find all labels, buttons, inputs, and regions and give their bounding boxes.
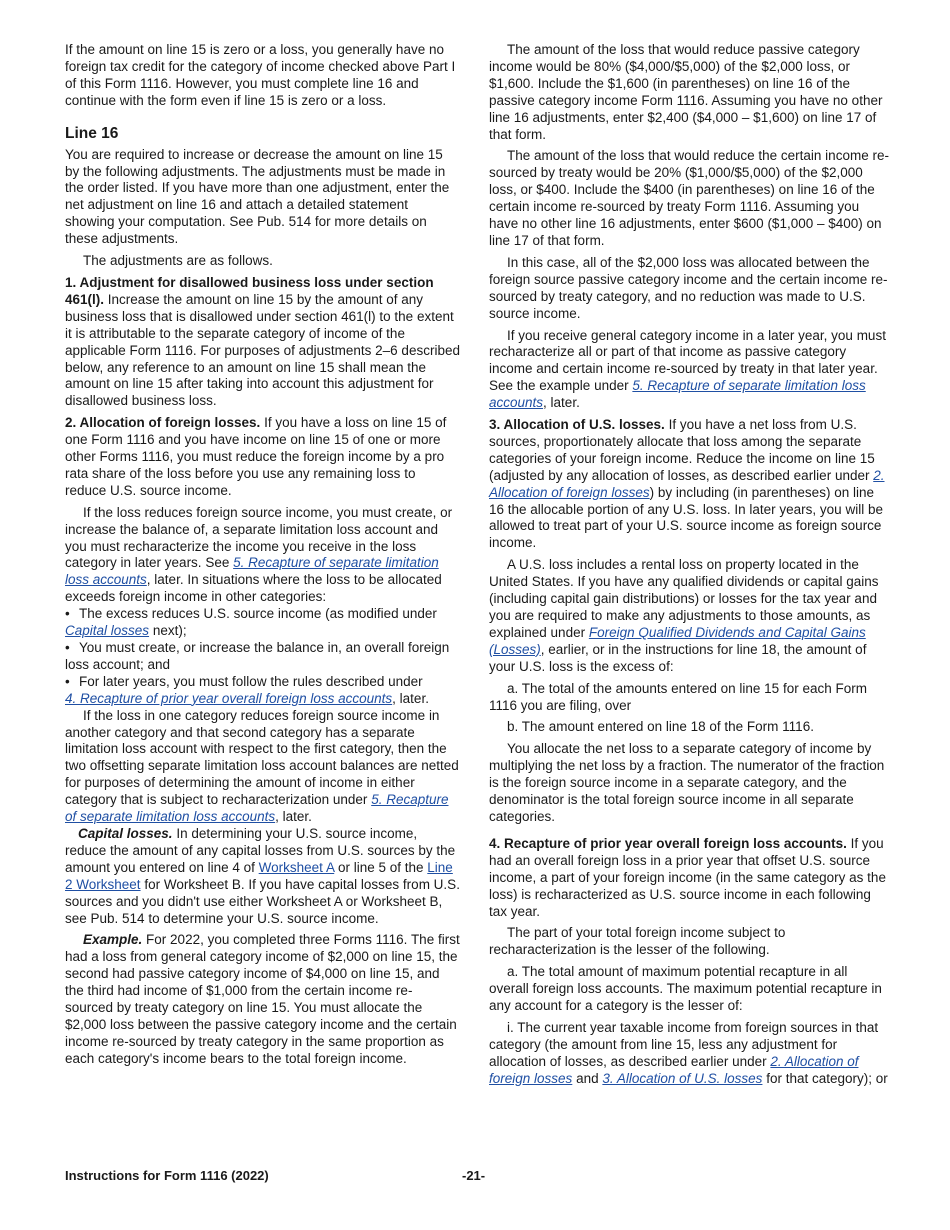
case-paragraph: In this case, all of the $2,000 loss was allocated between the foreign source passive category income and the certain income re-sourced by treaty category, and no reduction was made to U.S. source income.	[489, 254, 888, 321]
general-income-text-end: , later.	[543, 395, 580, 411]
recapture-separate-link[interactable]: 5. Recapture of separate limitation loss accounts	[65, 555, 439, 588]
one-category-text: If the loss in one category reduces foreign source income in another category and that second category has a separate limitation loss account with respect to the first category, then the two offsetting separate limitation loss account balances are netted for purposes of determining the amount of income in either category that is subject to recharacterization under	[65, 707, 459, 808]
one-category-text-end: , later.	[275, 809, 312, 825]
bullet-1-text-end: next);	[152, 623, 187, 639]
allocate-paragraph: You allocate the net loss to a separate category of income by multiplying the net loss by a fraction. The numerator of the fraction is the foreign source income in a separate category, and the denominator is the total foreign source income in all separate categories.	[489, 741, 885, 824]
adjustment-1	[65, 275, 460, 410]
capital-losses-link[interactable]: Capital losses	[65, 623, 150, 639]
foreign-qualified-dividends-link[interactable]: Foreign Qualified Dividends and Capital Gains (Losses)	[489, 624, 866, 657]
recapture-separate-link-2[interactable]: 5. Recapture of separate limitation loss accounts	[65, 792, 449, 825]
right-column	[489, 42, 889, 1093]
capital-losses-text: In determining your U.S. source income, reduce the amount of any capital losses from U.S. sources by the amount you entered on line 4 of	[65, 825, 456, 875]
passive-loss-paragraph: The amount of the loss that would reduce passive category income would be 80% ($4,000/$5,000) of the $2,000 loss, or $1,600. Include the $1,600 (in parentheses) on line 16 of the passive category income Form 1116. Assuming you have no other line 16 adjustments, enter $2,400 ($4,000 – $1,600) on line 17 of that form.	[489, 42, 883, 142]
capital-losses-heading: Capital losses.	[78, 825, 173, 841]
left-column	[65, 42, 460, 1073]
bullet-3-text: For later years, you must follow the rules described under	[79, 673, 423, 689]
item-b: b. The amount entered on line 18 of the Form 1116.	[507, 719, 814, 735]
bullet-item	[65, 606, 460, 640]
recapture-prior-link[interactable]: 4. Recapture of prior year overall foreign loss accounts	[65, 690, 393, 706]
page-number: -21-	[462, 1168, 486, 1183]
adjustment-1-body: Increase the amount on line 15 by the amount of any business loss that is disallowed under section 461(l) to the extent it is attributable to the separate category of income of the applicable Form 1116. For purposes of adjustments 2–6 described below, any reference to an amount on line 15 shall mean the amount on line 15 after taking into account this adjustment for disallowed business loss.	[65, 291, 460, 409]
general-income-text: If you receive general category income in a later year, you must recharacterize all or part of that income as passive category income and certain income re-sourced by treaty in that later year. See the example under	[489, 327, 886, 394]
loss-reduces-text-end: , later. In situations where the loss to be allocated exceeds foreign income in other categories:	[65, 572, 442, 605]
us-loss-paragraph	[489, 557, 889, 675]
bullet-item	[65, 674, 460, 691]
item-a: a. The total of the amounts entered on line 15 for each Form 1116 you are filing, over	[489, 680, 867, 713]
us-loss-text: A U.S. loss includes a rental loss on property located in the United States. If you have any qualified dividends or capital gains (including capital gain distributions) or losses for the tax year and you are required to make any adjustments to those amounts, as explained under	[489, 557, 879, 640]
adjustment-2	[65, 415, 460, 500]
adjustment-3-text: If you have a net loss from U.S. sources, proportionately allocate that loss among the separate categories of your foreign income. Reduce the income on line 15 (adjusted by any allocation of losses, as described earlier under	[489, 417, 875, 483]
part-paragraph: The part of your total foreign income subject to recharacterization is the lesser of the following.	[489, 925, 786, 958]
required-paragraph: You are required to increase or decrease the amount on line 15 by the following adjustments. The adjustments must be made in the order listed. If you have more than one adjustment, enter the net adjustment on line 16 and attach a detailed statement showing your computation. See Pub. 514 for more details on these adjustments.	[65, 146, 450, 247]
adjustment-4	[489, 836, 889, 921]
bullet-2-text: You must create, or increase the balance in, an overall foreign loss account; and	[65, 640, 450, 672]
adjustment-1-heading: 1. Adjustment for disallowed business loss under section 461(l).	[65, 274, 434, 307]
adjustment-3-heading: 3. Allocation of U.S. losses.	[489, 417, 665, 433]
page-footer	[65, 1168, 889, 1185]
us-loss-text-end: , earlier, or in the instructions for line 18, the amount of your U.S. loss is the excess of:	[489, 641, 867, 674]
allocation-foreign-losses-link[interactable]: 2. Allocation of foreign losses	[489, 467, 885, 500]
intro-paragraph: If the amount on line 15 is zero or a loss, you generally have no foreign tax credit for the category of income checked above Part I of this Form 1116. However, you must complete line 16 and continue with the form even if line 15 is zero or a loss.	[65, 42, 456, 108]
bullet-dot: •	[65, 673, 70, 689]
capital-losses-text-2: or line 5 of the	[337, 859, 424, 875]
form-title: Instructions for Form 1116 (2022)	[65, 1168, 269, 1183]
allocation-foreign-losses-link-2[interactable]: 2. Allocation of foreign losses	[489, 1053, 859, 1086]
item-total-recapture: a. The total amount of maximum potential recapture in all overall foreign loss accounts. The maximum potential recapture in any account for a category is the lesser of:	[489, 964, 882, 1014]
bullet-dot: •	[65, 606, 70, 622]
adjustment-2-body: If you have a loss on line 15 of one Form 1116 and you have income on line 15 of one or more other Forms 1116, you must reduce the foreign income by a pro rata share of the loss before you use any remaining loss to reduce U.S. source income.	[65, 415, 447, 498]
capital-losses-paragraph	[65, 826, 460, 927]
adjustment-4-heading: 4. Recapture of prior year overall foreign loss accounts.	[489, 835, 847, 851]
item-i-and: and	[576, 1070, 599, 1086]
loss-reduces-paragraph	[65, 505, 460, 606]
adjustments-intro: The adjustments are as follows.	[83, 253, 273, 269]
bullet-3-text-end: , later.	[392, 690, 429, 706]
item-i-text-end: for that category); or	[766, 1070, 888, 1086]
worksheet-a-link[interactable]: Worksheet A	[258, 859, 335, 875]
example-heading: Example.	[83, 932, 143, 948]
adjustment-3	[489, 417, 889, 552]
loss-reduces-text: If the loss reduces foreign source income, you must create, or increase the balance of, a separate limitation loss account and you must recharacterize the income you receive in the loss category in later years. See	[65, 504, 453, 571]
bullet-item	[65, 640, 460, 674]
one-category-paragraph	[65, 708, 460, 826]
bullet-dot: •	[65, 640, 70, 655]
line2-worksheet-link[interactable]: Line 2 Worksheet	[65, 859, 453, 892]
recapture-separate-link-3[interactable]: 5. Recapture of separate limitation loss accounts	[489, 378, 866, 411]
line16-heading: Line 16	[65, 124, 119, 142]
example-paragraph	[65, 932, 460, 1067]
item-i-text: i. The current year taxable income from foreign sources in that category (the amount from line 15, less any adjustment for allocation of losses, as described earlier under	[489, 1019, 879, 1069]
adjustment-3-text-end: ) by including (in parentheses) on line 16 the allocable portion of any U.S. loss. In later years, you will be allowed to treat part of your U.S. source income as foreign source income.	[489, 484, 883, 551]
adjustment-4-body: If you had an overall foreign loss in a prior year that offset U.S. source income, a part of your foreign income (in the same category as the loss) is recharacterized as U.S. source income in each following tax year.	[489, 835, 886, 919]
bullet-1-text: The excess reduces U.S. source income (as modified under	[79, 606, 437, 622]
capital-losses-text-3: for Worksheet B. If you have capital losses from U.S. sources and you didn't use either Worksheet A or Worksheet B, see Pub. 514 to determine your U.S. source income.	[65, 876, 460, 926]
adjustment-2-heading: 2. Allocation of foreign losses.	[65, 415, 261, 431]
item-i	[489, 1020, 889, 1088]
allocation-us-losses-link[interactable]: 3. Allocation of U.S. losses	[602, 1070, 763, 1086]
general-income-paragraph	[489, 328, 889, 413]
bullet-3-continued	[65, 691, 460, 708]
example-body: For 2022, you completed three Forms 1116. The first had a loss from general category income of $2,000 on line 15, the second had passive category income of $4,000 on line 15, and the third had income of $1,000 from the certain income re-sourced by treaty category on line 15. You must allocate the $2,000 loss between the passive category income and the certain income re-sourced by treaty category in the same proportion as each category's income bears to the total foreign income.	[65, 932, 460, 1066]
treaty-loss-paragraph: The amount of the loss that would reduce the certain income re-sourced by treaty would be 20% ($1,000/$5,000) of the $2,000 loss, or $400. Include the $400 (in parentheses) on line 16 of the certain income re-sourced by treaty Form 1116. Assuming you have no other line 16 adjustments, enter $600 ($1,000 – $400) on line 17 of that form.	[489, 148, 889, 248]
